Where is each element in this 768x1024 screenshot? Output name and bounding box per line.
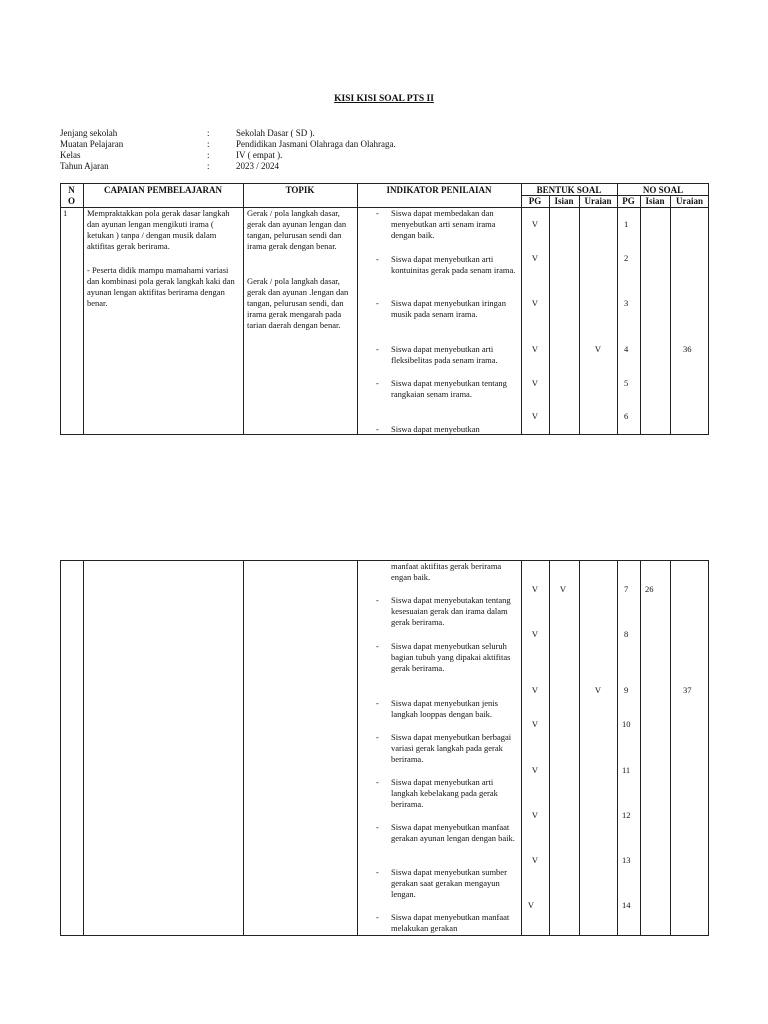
question-number-pg: 12: [622, 810, 631, 820]
question-number-uraian: 37: [683, 685, 692, 695]
meta-value: Pendidikan Jasmani Olahraga dan Olahraga.: [236, 139, 396, 149]
pg-check-mark: V: [531, 298, 539, 308]
pg-check-mark: V: [531, 765, 539, 775]
col-divider: [579, 195, 580, 435]
indicator-item: Siswa dapat menyebutkan berbagai variasi gerak langkah pada gerak berirama.: [391, 732, 512, 764]
col-divider: [579, 560, 580, 936]
meta-key: Kelas: [60, 150, 81, 160]
question-number-pg: 11: [622, 765, 631, 775]
header-no-pg: PG: [622, 196, 635, 206]
bullet-dash: -: [376, 298, 379, 308]
indicator-continuation: manfaat aktifitas gerak berirama engan baik.: [391, 561, 502, 582]
header-uraian: Uraian: [584, 196, 612, 206]
bullet-dash: -: [376, 344, 379, 354]
col-divider: [357, 560, 358, 936]
bullet-dash: -: [376, 641, 379, 651]
meta-key: Muatan Pelajaran: [60, 139, 124, 149]
indicator-item: Siswa dapat menyebutkan sumber gerakan saat gerakan mengayun lengan.: [391, 867, 507, 899]
col-divider: [83, 183, 84, 435]
question-number-pg: 13: [622, 855, 631, 865]
meta-key: Tahun Ajaran: [60, 161, 109, 171]
indicator-item: Siswa dapat menyebutkan: [391, 424, 480, 434]
header-pg: PG: [528, 196, 542, 206]
row-number: 1: [63, 208, 68, 218]
meta-row-tahun: [0, 161, 768, 172]
col-divider: [640, 560, 641, 936]
pg-check-mark: V: [531, 253, 539, 263]
bullet-dash: -: [376, 732, 379, 742]
pg-check-mark: V: [531, 344, 539, 354]
indicator-item: Siswa dapat menyebutkan iringan musik pada senam irama.: [391, 298, 506, 319]
question-number-pg: 9: [624, 685, 629, 695]
question-number-uraian: 36: [683, 344, 692, 354]
pg-check-mark: V: [531, 584, 539, 594]
bullet-dash: -: [376, 595, 379, 605]
uraian-check-mark: V: [594, 685, 602, 695]
col-divider: [243, 183, 244, 435]
question-number-pg: 10: [622, 719, 631, 729]
topik-paragraph-2: Gerak / pola langkah dasar, gerak dan ayunan .lengan dan tangan, pelurusan sendi, dan irama gerak mengarah pada tarian daerah dengan benar.: [247, 276, 349, 330]
col-divider: [640, 195, 641, 435]
meta-value: 2023 / 2024: [236, 161, 280, 171]
bullet-dash: -: [376, 912, 379, 922]
indicator-item: Siswa dapat menyebutkan arti langkah kebelakang pada gerak berirama.: [391, 777, 498, 809]
meta-sep: :: [207, 128, 210, 138]
header-indikator: INDIKATOR PENILAIAN: [386, 185, 492, 195]
header-capaian: CAPAIAN PEMBELAJARAN: [103, 185, 223, 195]
header-isian: Isian: [554, 196, 574, 206]
indicator-item: Siswa dapat menyebutkan tentang rangkaian senam irama.: [391, 378, 507, 399]
question-number-pg: 3: [624, 298, 629, 308]
bullet-dash: -: [376, 254, 379, 264]
topik-paragraph-1: Gerak / pola langkah dasar, gerak dan ayunan lengan dan tangan, pelurusan sendi dan irama gerak dengan benar.: [247, 208, 347, 251]
col-divider: [83, 560, 84, 936]
indicator-item: Siswa dapat menyebutkan arti fleksibelitas pada senam irama.: [391, 344, 498, 365]
col-divider: [521, 183, 522, 435]
meta-row-muatan: [0, 139, 768, 150]
header-no-soal: NO SOAL: [642, 185, 684, 195]
capaian-paragraph-2: - Peserta didik mampu mamahami variasi dan kombinasi pola gerak langkah kaki dan ayunan lengan aktifitas berirama dengan benar.: [87, 265, 235, 308]
question-number-pg: 5: [624, 378, 629, 388]
header-no-line1: N: [68, 185, 75, 195]
bullet-dash: -: [376, 867, 379, 877]
pg-check-mark: V: [531, 411, 539, 421]
col-divider: [670, 560, 671, 936]
meta-value: IV ( empat ).: [236, 150, 283, 160]
meta-sep: :: [207, 150, 210, 160]
meta-sep: :: [207, 139, 210, 149]
bullet-dash: -: [376, 698, 379, 708]
bullet-dash: -: [376, 208, 379, 218]
col-divider: [243, 560, 244, 936]
pg-check-mark: V: [531, 629, 539, 639]
pg-check-mark: V: [531, 855, 539, 865]
question-number-pg: 8: [624, 629, 629, 639]
col-divider: [670, 195, 671, 435]
isian-check-mark: V: [559, 584, 567, 594]
pg-check-mark: V: [531, 219, 539, 229]
col-divider: [549, 195, 550, 435]
meta-value: Sekolah Dasar ( SD ).: [236, 128, 315, 138]
col-divider: [617, 560, 618, 936]
bullet-dash: -: [376, 424, 379, 434]
question-number-pg: 7: [624, 584, 629, 594]
bullet-dash: -: [376, 822, 379, 832]
header-no-line2: O: [67, 196, 75, 206]
meta-row-kelas: [0, 150, 768, 161]
indicator-item: Siswa dapat menyebutkan jenis langkah looppas dengan baik.: [391, 698, 498, 719]
header-bentuk-soal: BENTUK SOAL: [536, 185, 602, 195]
indicator-item: Siswa dapat menyebutkan manfaat gerakan ayunan lengan dengan baik.: [391, 822, 515, 843]
bullet-dash: -: [376, 378, 379, 388]
header-topik: TOPIK: [285, 185, 315, 195]
question-number-pg: 14: [622, 900, 631, 910]
question-number-pg: 4: [624, 344, 629, 354]
uraian-check-mark: V: [594, 344, 602, 354]
indicator-item: Siswa dapat menyebutkan manfaat melakukan gerakan: [391, 912, 510, 933]
pg-check-mark: V: [531, 719, 539, 729]
question-number-pg: 2: [624, 253, 629, 263]
indicator-item: Siswa dapat menyebutkan seluruh bagian tubuh yang dipakai aktifitas gerak berirama.: [391, 641, 511, 673]
bullet-dash: -: [376, 777, 379, 787]
meta-key: Jenjang sekolah: [60, 128, 118, 138]
meta-row-jenjang: [0, 128, 768, 139]
question-number-pg: 1: [624, 219, 629, 229]
col-divider: [549, 560, 550, 936]
pg-check-mark: V: [527, 900, 535, 910]
question-number-isian: 26: [645, 584, 654, 594]
document-title: KISI KISI SOAL PTS II: [334, 94, 434, 104]
indicator-item: Siswa dapat menyebutakan tentang kesesuaian gerak dan irama dalam gerak berirama.: [391, 595, 511, 627]
meta-sep: :: [207, 161, 210, 171]
capaian-paragraph-1: Mempraktakkan pola gerak dasar langkah dan ayunan lengan mengikuti irama ( ketukan ) tanpa / dengan musik dalam aktifitas gerak berirama.: [87, 208, 230, 251]
question-number-pg: 6: [624, 411, 629, 421]
kisi-table-page2: [60, 560, 709, 936]
col-divider: [617, 183, 618, 435]
indicator-item: Siswa dapat membedakan dan menyebutkan arti senam irama dengan baik.: [391, 208, 496, 240]
pg-check-mark: V: [531, 378, 539, 388]
col-divider: [521, 560, 522, 936]
header-no-uraian: Uraian: [676, 196, 703, 206]
pg-check-mark: V: [531, 810, 539, 820]
indicator-item: Siswa dapat menyebutkan arti kontuinitas gerak pada senam irama.: [391, 254, 516, 275]
header-no-isian: Isian: [645, 196, 665, 206]
pg-check-mark: V: [531, 685, 539, 695]
col-divider: [357, 183, 358, 435]
